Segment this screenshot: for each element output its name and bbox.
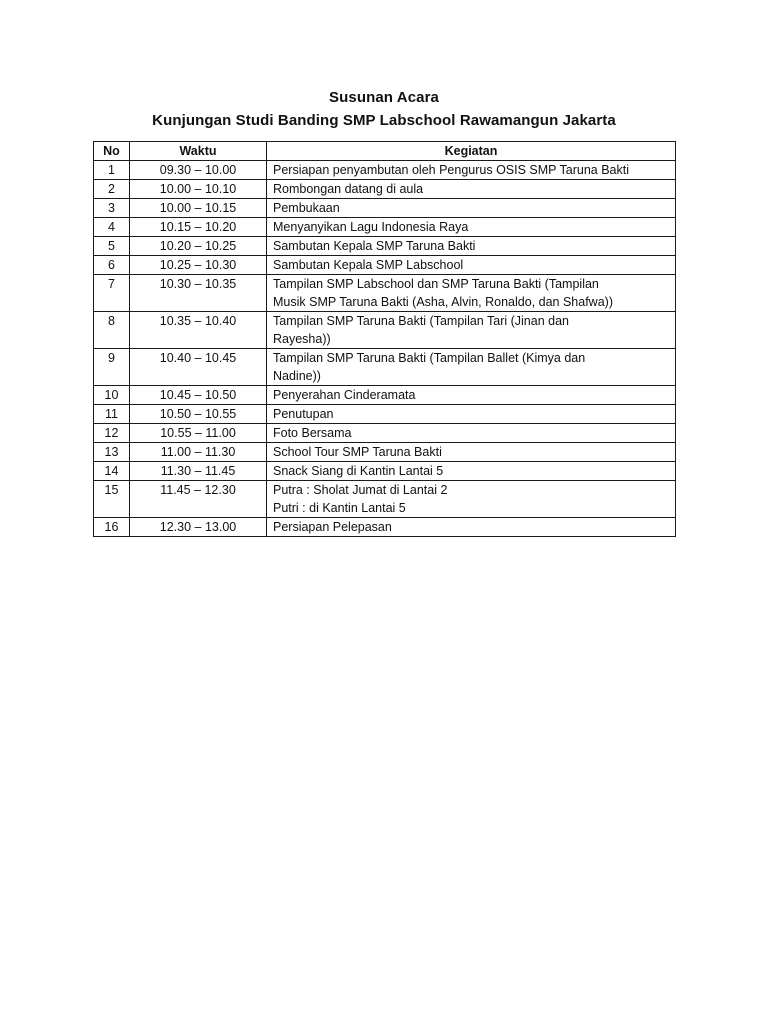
row-time: 10.55 – 11.00	[130, 424, 267, 443]
table-row	[94, 349, 676, 386]
schedule-table	[93, 141, 676, 537]
activity-line: Foto Bersama	[273, 426, 352, 440]
table-row	[94, 218, 676, 237]
table-row	[94, 405, 676, 424]
row-number: 12	[94, 424, 130, 443]
row-number: 10	[94, 386, 130, 405]
row-number: 9	[94, 349, 130, 386]
row-number: 16	[94, 518, 130, 537]
row-activity	[267, 312, 676, 349]
activity-line: Sambutan Kepala SMP Labschool	[273, 258, 464, 272]
row-time: 10.25 – 10.30	[130, 256, 267, 275]
row-number: 15	[94, 481, 130, 518]
schedule-body	[94, 161, 676, 537]
row-time: 10.00 – 10.15	[130, 199, 267, 218]
row-time: 10.40 – 10.45	[130, 349, 267, 386]
activity-line: Rombongan datang di aula	[273, 182, 424, 196]
activity-line: Rayesha))	[273, 332, 331, 346]
header-activity: Kegiatan	[267, 142, 676, 161]
activity-line: Putra : Sholat Jumat di Lantai 2	[273, 483, 448, 497]
row-number: 14	[94, 462, 130, 481]
row-time: 11.30 – 11.45	[130, 462, 267, 481]
document-subtitle: Kunjungan Studi Banding SMP Labschool Rawamangun Jakarta	[152, 112, 616, 129]
activity-line: Persiapan Pelepasan	[273, 520, 392, 534]
table-row	[94, 462, 676, 481]
row-activity	[267, 518, 676, 537]
table-row	[94, 161, 676, 180]
row-time: 12.30 – 13.00	[130, 518, 267, 537]
row-activity	[267, 180, 676, 199]
row-activity	[267, 218, 676, 237]
table-row	[94, 443, 676, 462]
table-row	[94, 312, 676, 349]
table-header-row	[94, 142, 676, 161]
row-time: 11.00 – 11.30	[130, 443, 267, 462]
row-time: 10.45 – 10.50	[130, 386, 267, 405]
activity-line: Tampilan SMP Taruna Bakti (Tampilan Ballet (Kimya dan	[273, 351, 586, 365]
row-number: 8	[94, 312, 130, 349]
activity-line: Penutupan	[273, 407, 334, 421]
table-row	[94, 199, 676, 218]
activity-line: Penyerahan Cinderamata	[273, 388, 416, 402]
activity-line: Snack Siang di Kantin Lantai 5	[273, 464, 444, 478]
row-activity	[267, 424, 676, 443]
activity-line: Pembukaan	[273, 201, 340, 215]
row-number: 4	[94, 218, 130, 237]
activity-line: Nadine))	[273, 369, 321, 383]
table-row	[94, 518, 676, 537]
activity-line: Menyanyikan Lagu Indonesia Raya	[273, 220, 469, 234]
table-row	[94, 424, 676, 443]
document-title: Susunan Acara	[329, 89, 439, 106]
table-row	[94, 256, 676, 275]
row-activity	[267, 237, 676, 256]
activity-line: Putri : di Kantin Lantai 5	[273, 501, 406, 515]
row-activity	[267, 462, 676, 481]
row-time: 09.30 – 10.00	[130, 161, 267, 180]
row-activity	[267, 386, 676, 405]
row-activity	[267, 443, 676, 462]
table-row	[94, 237, 676, 256]
row-number: 13	[94, 443, 130, 462]
table-row	[94, 275, 676, 312]
row-number: 6	[94, 256, 130, 275]
activity-line: School Tour SMP Taruna Bakti	[273, 445, 442, 459]
header-time: Waktu	[130, 142, 267, 161]
row-number: 2	[94, 180, 130, 199]
activity-line: Tampilan SMP Labschool dan SMP Taruna Bakti (Tampilan	[273, 277, 599, 291]
header-no: No	[94, 142, 130, 161]
row-number: 3	[94, 199, 130, 218]
row-activity	[267, 405, 676, 424]
row-time: 11.45 – 12.30	[130, 481, 267, 518]
activity-line: Sambutan Kepala SMP Taruna Bakti	[273, 239, 476, 253]
row-time: 10.35 – 10.40	[130, 312, 267, 349]
row-activity	[267, 481, 676, 518]
row-activity	[267, 256, 676, 275]
row-time: 10.50 – 10.55	[130, 405, 267, 424]
row-number: 5	[94, 237, 130, 256]
row-activity	[267, 161, 676, 180]
row-time: 10.20 – 10.25	[130, 237, 267, 256]
row-activity	[267, 275, 676, 312]
activity-line: Tampilan SMP Taruna Bakti (Tampilan Tari (Jinan dan	[273, 314, 569, 328]
row-time: 10.15 – 10.20	[130, 218, 267, 237]
row-activity	[267, 349, 676, 386]
table-row	[94, 180, 676, 199]
row-activity	[267, 199, 676, 218]
activity-line: Musik SMP Taruna Bakti (Asha, Alvin, Ronaldo, dan Shafwa))	[273, 295, 613, 309]
table-row	[94, 386, 676, 405]
row-number: 1	[94, 161, 130, 180]
row-time: 10.00 – 10.10	[130, 180, 267, 199]
row-number: 11	[94, 405, 130, 424]
activity-line: Persiapan penyambutan oleh Pengurus OSIS SMP Taruna Bakti	[273, 163, 630, 177]
row-number: 7	[94, 275, 130, 312]
row-time: 10.30 – 10.35	[130, 275, 267, 312]
table-row	[94, 481, 676, 518]
